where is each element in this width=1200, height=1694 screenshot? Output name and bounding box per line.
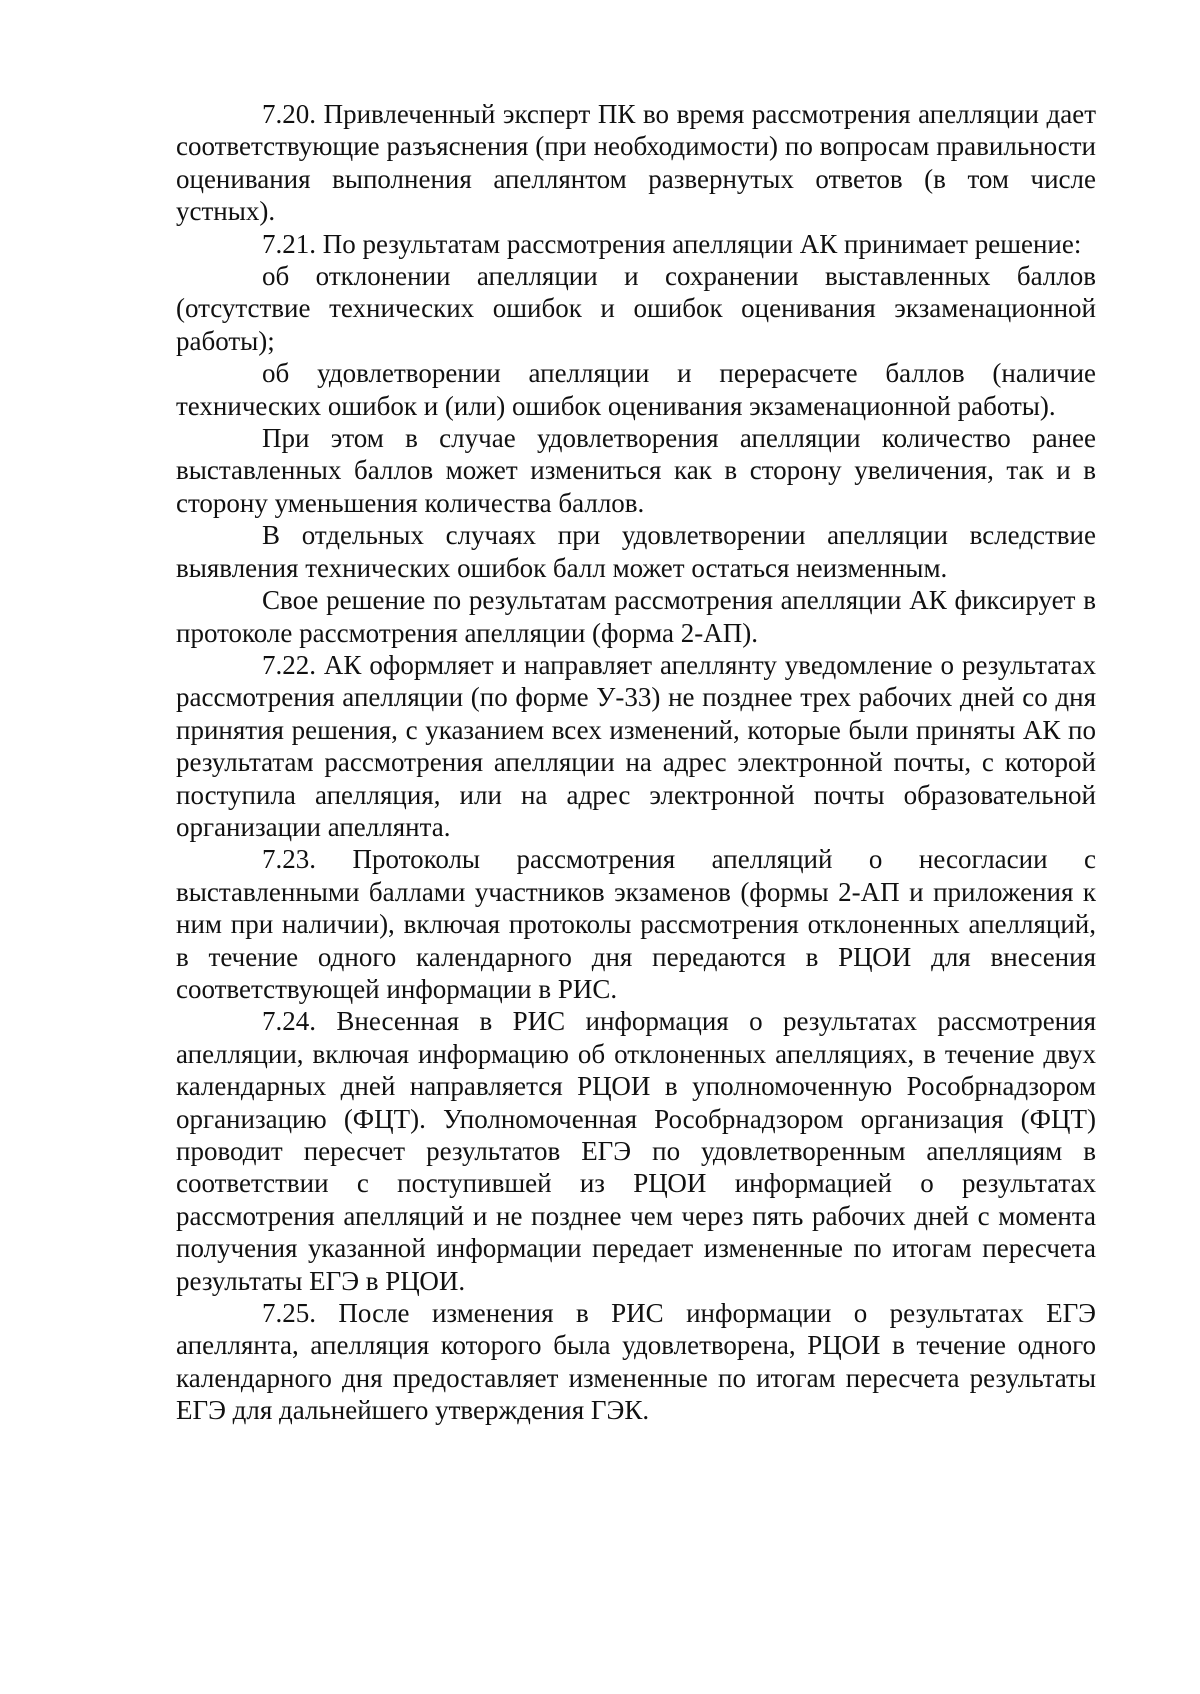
paragraph-7-21: 7.21. По результатам рассмотрения апелляции АК принимает решение:: [262, 228, 1082, 259]
paragraph-satisfy-option: об удовлетворении апелляции и перерасчете баллов (наличие технических ошибок и (или) ошибок оценивания экзаменационной работы).: [176, 358, 1096, 421]
paragraph-score-change: При этом в случае удовлетворения апелляции количество ранее выставленных баллов может измениться как в сторону увеличения, так и в сторону уменьшения количества баллов.: [176, 423, 1096, 518]
paragraph-reject-option: об отклонении апелляции и сохранении выставленных баллов (отсутствие технических ошибок и ошибок оценивания экзаменационной работы);: [176, 261, 1096, 356]
paragraph-7-24: 7.24. Внесенная в РИС информация о результатах рассмотрения апелляции, включая информацию об отклоненных апелляциях, в течение двух календарных дней направляется РЦОИ в уполномоченную Рособрнадзором организацию (ФЦТ). Уполномоченная Рособрнадзором организация (ФЦТ) проводит пересчет результатов ЕГЭ по удовлетворенным апелляциям в соответствии с поступившей из РЦОИ информацией о результатах рассмотрения апелляций и не позднее чем через пять рабочих дней с момента получения указанной информации передает измененные по итогам пересчета результаты ЕГЭ в РЦОИ.: [176, 1006, 1096, 1296]
paragraph-score-unchanged: В отдельных случаях при удовлетворении апелляции вследствие выявления технических ошибок балл может остаться неизменным.: [176, 520, 1096, 583]
paragraph-decision-record: Свое решение по результатам рассмотрения апелляции АК фиксирует в протоколе рассмотрения апелляции (форма 2-АП).: [176, 585, 1096, 648]
document-page: [176, 98, 1096, 1427]
paragraph-7-25: 7.25. После изменения в РИС информации о результатах ЕГЭ апеллянта, апелляция которого была удовлетворена, РЦОИ в течение одного календарного дня предоставляет измененные по итогам пересчета результаты ЕГЭ для дальнейшего утверждения ГЭК.: [176, 1298, 1096, 1426]
paragraph-7-20: 7.20. Привлеченный эксперт ПК во время рассмотрения апелляции дает соответствующие разъяснения (при необходимости) по вопросам правильности оценивания выполнения апеллянтом развернутых ответов (в том числе устных).: [176, 99, 1096, 227]
paragraph-7-22: 7.22. АК оформляет и направляет апеллянту уведомление о результатах рассмотрения апелляции (по форме У-33) не позднее трех рабочих дней со дня принятия решения, с указанием всех изменений, которые были приняты АК по результатам рассмотрения апелляции на адрес электронной почты, с которой поступила апелляция, или на адрес электронной почты образовательной организации апеллянта.: [176, 649, 1096, 842]
paragraph-7-23: 7.23. Протоколы рассмотрения апелляций о несогласии с выставленными баллами участников экзаменов (формы 2-АП и приложения к ним при наличии), включая протоколы рассмотрения отклоненных апелляций, в течение одного календарного дня передаются в РЦОИ для внесения соответствующей информации в РИС.: [176, 844, 1096, 1004]
